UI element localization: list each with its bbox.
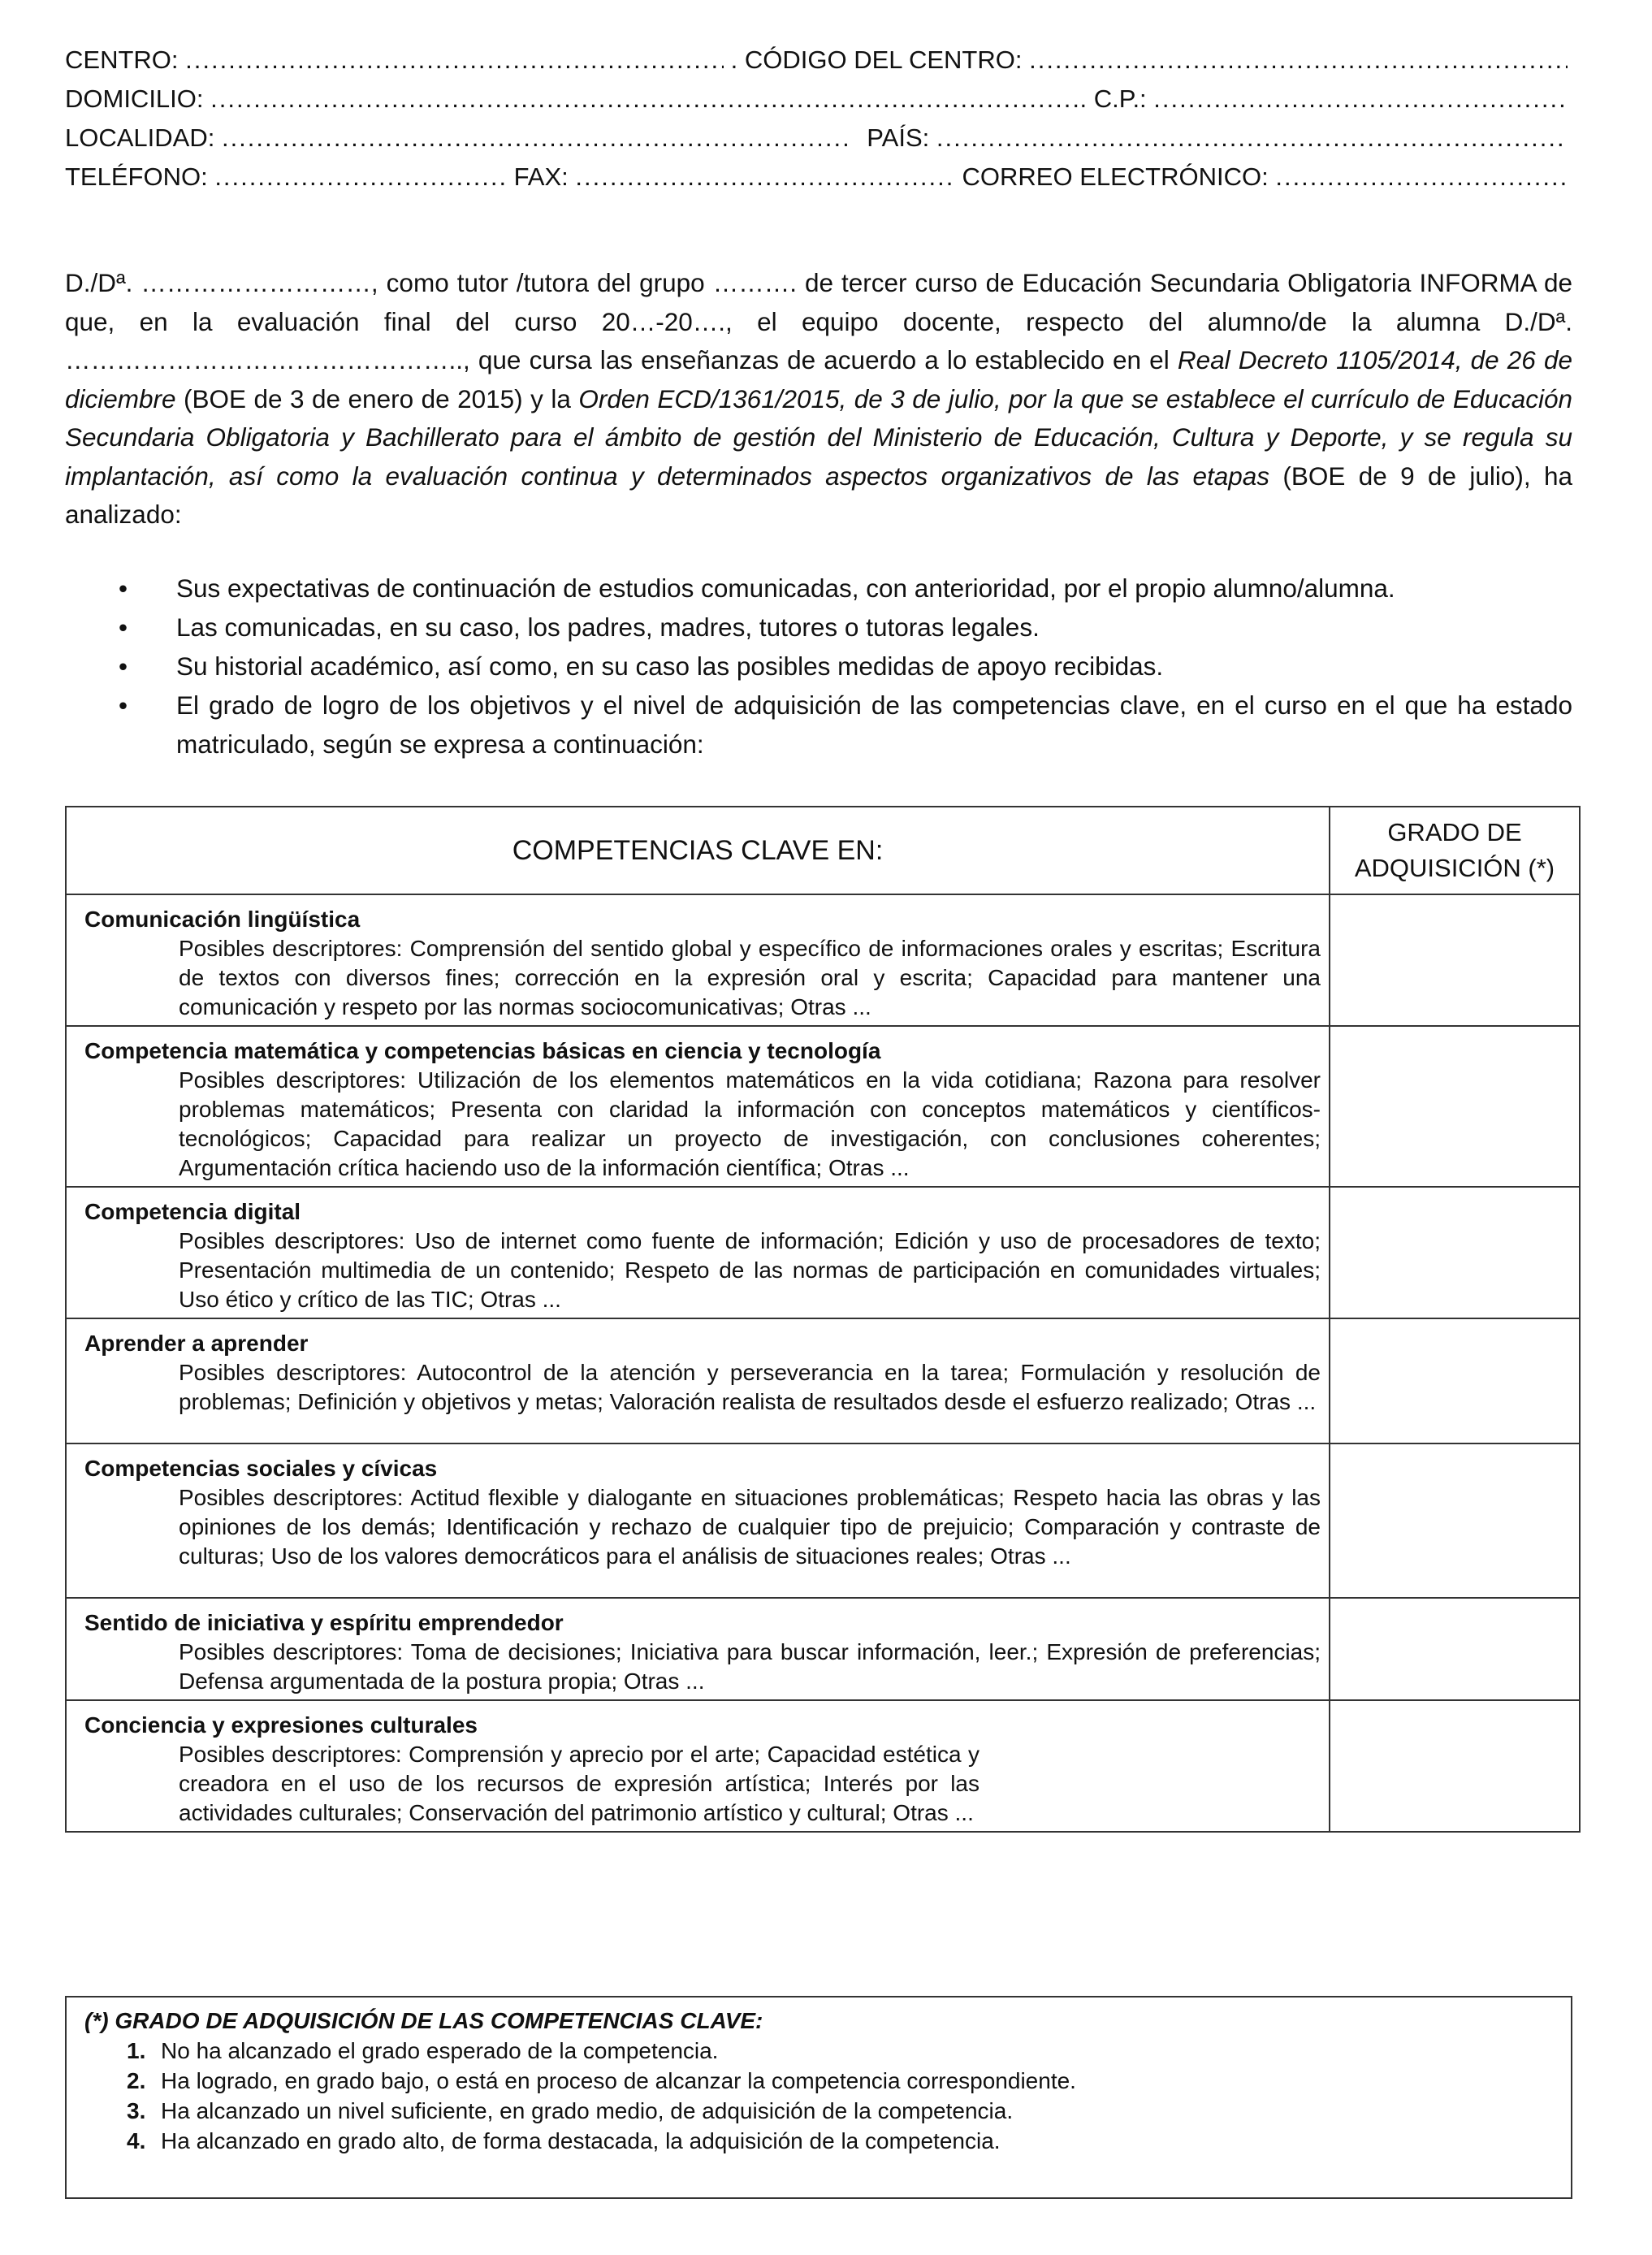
grade-legend-box: [65, 1996, 1572, 2199]
grade-cell[interactable]: [1330, 894, 1580, 1026]
bullet-item: • Su historial académico, así como, en su caso las posibles medidas de apoyo recibidas.: [65, 647, 1572, 686]
localidad-label: LOCALIDAD:: [65, 123, 222, 152]
telefono-field[interactable]: [214, 158, 507, 197]
competency-descriptors: Posibles descriptores: Uso de internet como fuente de información; Edición y uso de procesadores de texto; Presentación multimedia de un contenido; Respeto de las normas de participación en comunidades virtuales; Uso ético y crítico de las TIC; Otras ...: [179, 1228, 1321, 1312]
grade-cell[interactable]: [1330, 1026, 1580, 1187]
table-row: [66, 1187, 1580, 1318]
domicilio-label: DOMICILIO:: [65, 84, 211, 113]
competency-descriptors: Posibles descriptores: Toma de decisiones; Iniciativa para buscar información, leer.; Expresión de preferencias; Defensa argumentada de la postura propia; Otras ...: [179, 1639, 1321, 1694]
competency-descriptors: Posibles descriptores: Comprensión y aprecio por el arte; Capacidad estética y creadora en el uso de los recursos de expresión artística; Interés por las actividades culturales; Conservación del patrimonio artístico y cultural; Otras ...: [179, 1742, 980, 1825]
grade-header: GRADO DE ADQUISICIÓN (*): [1330, 807, 1580, 894]
grade-cell[interactable]: [1330, 1443, 1580, 1598]
header-line-telefono: [65, 158, 1568, 197]
bullet-icon: •: [119, 612, 128, 642]
competencies-header: COMPETENCIAS CLAVE EN:: [66, 807, 1330, 894]
bullet-item: • Sus expectativas de continuación de estudios comunicadas, con anterioridad, por el propio alumno/alumna.: [65, 569, 1572, 608]
table-row: [66, 1598, 1580, 1700]
pais-field[interactable]: [936, 119, 1568, 158]
competency-title: Competencias sociales y cívicas: [84, 1456, 438, 1481]
telefono-label: TELÉFONO:: [65, 162, 215, 191]
competency-descriptors: Posibles descriptores: Utilización de los elementos matemáticos en la vida cotidiana; Razona para resolver problemas matemáticos; Presenta con claridad la información con conceptos matemáticos y científicos-tecnológicos; Capacidad para realizar un proyecto de investigación, con conclusiones coherentes; Argumentación crítica haciendo uso de la información científica; Otras ...: [179, 1067, 1321, 1180]
competency-descriptors: Posibles descriptores: Actitud flexible y dialogante en situaciones problemáticas; Respeto hacia las obras y las opiniones de los demás; Identificación y rechazo de cualquier tipo de prejuicio; Comparación y contraste de culturas; Uso de los valores democráticos para el análisis de situaciones reales; Otras ...: [179, 1485, 1321, 1569]
intro-text-2: (BOE de 3 de enero de 2015) y la: [175, 383, 579, 413]
fax-label: FAX:: [506, 162, 576, 191]
legend-title: (*) GRADO DE ADQUISICIÓN DE LAS COMPETENCIAS CLAVE:: [84, 2008, 763, 2033]
domicilio-field[interactable]: [210, 80, 1079, 119]
competency-descriptors: Posibles descriptores: Comprensión del sentido global y específico de informaciones orales y escritas; Escritura de textos con diversos fines; corrección en la expresión oral y escrita; Capacidad para mantener una comunicación y respeto por las normas sociocomunicativas; Otras ...: [179, 936, 1321, 1019]
intro-text-3: (BOE de 9 de julio), ha analizado:: [65, 461, 1572, 529]
correo-label: CORREO ELECTRÓNICO:: [954, 162, 1276, 191]
table-row: [66, 1700, 1580, 1832]
intro-paragraph: [65, 264, 1572, 535]
table-header-row: [66, 807, 1580, 894]
decree-reference: Real Decreto 1105/2014, de 26 de diciembre: [65, 345, 1572, 413]
table-row: [66, 1318, 1580, 1443]
grade-cell[interactable]: [1330, 1187, 1580, 1318]
grade-cell[interactable]: [1330, 1318, 1580, 1443]
fax-field[interactable]: [575, 158, 955, 197]
bullet-item: • Las comunicadas, en su caso, los padres, madres, tutores o tutoras legales.: [65, 608, 1572, 647]
legend-item: 4. Ha alcanzado en grado alto, de forma destacada, la adquisición de la competencia.: [127, 2128, 1001, 2153]
intro-text-1: D./Dª. ………………………, como tutor /tutora del grupo ………. de tercer curso de Educación Secundaria Obligatoria INFORMA de que, en la evaluación final del curso 20…-20…., el equipo docente, respecto del alumno/de la alumna D./Dª. ……………………………………….., que cursa las enseñanzas de acuerdo a lo establecido en el: [65, 268, 1572, 374]
bullet-icon: •: [119, 651, 128, 681]
centro-field[interactable]: [185, 41, 724, 80]
codigo-centro-field[interactable]: [1029, 41, 1568, 80]
order-reference: Orden ECD/1361/2015, de 3 de julio, por la que se establece el currículo de Educación Secundaria Obligatoria y Bachillerato para el ámbito de gestión del Ministerio de Educación, Cultura y Deporte, y se regula su implantación, así como la evaluación continua y determinados aspectos organizativos de las etapas: [65, 383, 1572, 491]
bullet-item: • El grado de logro de los objetivos y el nivel de adquisición de las competencias clave, en el curso en el que ha estado matriculado, según se expresa a continuación:: [65, 686, 1572, 764]
competency-title: Comunicación lingüística: [84, 907, 361, 932]
competency-title: Competencia matemática y competencias básicas en ciencia y tecnología: [84, 1038, 881, 1063]
bullet-icon: •: [119, 690, 128, 720]
bullet-icon: •: [119, 573, 128, 603]
school-info-header: [65, 41, 1568, 197]
competency-title: Competencia digital: [84, 1199, 301, 1224]
legend-item: 3. Ha alcanzado un nivel suficiente, en grado medio, de adquisición de la competencia.: [127, 2098, 1014, 2123]
grade-cell[interactable]: [1330, 1598, 1580, 1700]
cp-field[interactable]: [1153, 80, 1568, 119]
legend-item: 2. Ha logrado, en grado bajo, o está en proceso de alcanzar la competencia correspondiente.: [127, 2068, 1076, 2093]
competency-title: Conciencia y expresiones culturales: [84, 1712, 478, 1738]
competencies-table: [65, 806, 1581, 1833]
localidad-field[interactable]: [222, 119, 853, 158]
legend-list: [84, 2036, 1553, 2156]
table-row: [66, 894, 1580, 1026]
legend-item: 1. No ha alcanzado el grado esperado de la competencia.: [127, 2038, 719, 2063]
header-line-localidad: [65, 119, 1568, 158]
correo-field[interactable]: [1275, 158, 1568, 197]
competency-title: Sentido de iniciativa y espíritu emprendedor: [84, 1610, 564, 1635]
competency-descriptors: Posibles descriptores: Autocontrol de la atención y perseverancia en la tarea; Formulación y resolución de problemas; Definición y objetivos y metas; Valoración realista de resultados desde el esfuerzo realizado; Otras ...: [179, 1360, 1321, 1414]
grade-cell[interactable]: [1330, 1700, 1580, 1832]
cp-label: . C.P.:: [1079, 84, 1154, 113]
centro-label: CENTRO:: [65, 45, 186, 74]
pais-label: PAÍS:: [853, 123, 936, 152]
header-line-centro: [65, 41, 1568, 80]
table-row: [66, 1443, 1580, 1598]
competency-title: Aprender a aprender: [84, 1331, 309, 1356]
header-line-domicilio: [65, 80, 1568, 119]
table-row: [66, 1026, 1580, 1187]
codigo-centro-label: . CÓDIGO DEL CENTRO:: [724, 45, 1030, 74]
analysis-bullet-list: [65, 569, 1572, 764]
